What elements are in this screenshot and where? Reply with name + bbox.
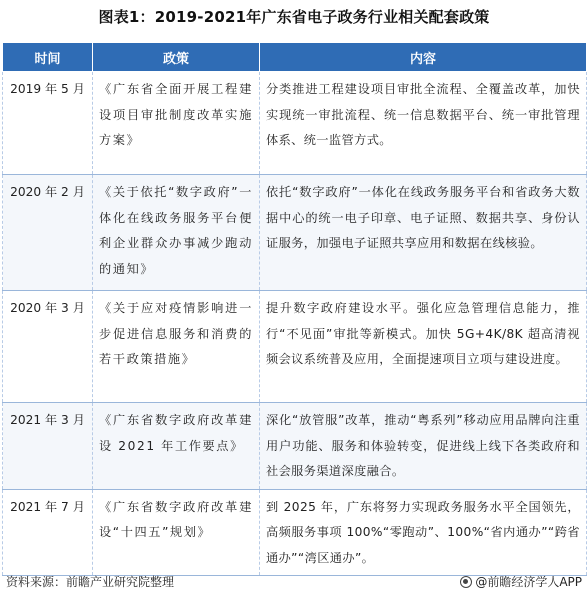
table-row (3, 72, 587, 175)
cell-policy: 《关于依托“数字政府”一体化在线政务服务平台便利企业群众办事减少跑动的通知》 (93, 175, 260, 291)
chart-title: 图表1：2019-2021年广东省电子政务行业相关配套政策 (98, 8, 490, 26)
header-content: 内容 (260, 43, 587, 72)
qianzhan-logo-icon (460, 576, 472, 588)
brand-credit (460, 573, 582, 590)
table-row (3, 489, 587, 576)
table-row (3, 403, 587, 490)
policy-table (2, 42, 587, 576)
cell-policy: 《关于应对疫情影响进一步促进信息服务和消费的若干政策措施》 (93, 291, 260, 403)
cell-time: 2021 年 7 月 (3, 489, 93, 576)
header-policy: 政策 (93, 43, 260, 72)
cell-time: 2020 年 3 月 (3, 291, 93, 403)
cell-policy: 《广东省数字政府改革建设 2021 年工作要点》 (93, 403, 260, 490)
cell-policy: 《广东省全面开展工程建设项目审批制度改革实施方案》 (93, 72, 260, 175)
header-time: 时间 (3, 43, 93, 72)
cell-content: 依托“数字政府”一体化在线政务服务平台和省政务大数据中心的统一电子印章、电子证照、数据共享、身份认证服务，加强电子证照共享应用和数据在线核验。 (260, 175, 587, 291)
cell-content: 深化“放管服”改革，推动“粤系列”移动应用品牌向注重用户功能、服务和体验转变，促进线上线下各类政府和社会服务渠道深度融合。 (260, 403, 587, 490)
cell-content: 到 2025 年，广东将努力实现政务服务水平全国领先，高频服务事项 100%“零跑动”、100%“省内通办”“跨省通办”“湾区通办”。 (260, 489, 587, 576)
source-note: 资料来源：前瞻产业研究院整理 (6, 575, 175, 589)
cell-content: 分类推进工程建设项目审批全流程、全覆盖改革，加快实现统一审批流程、统一信息数据平台、统一审批管理体系、统一监管方式。 (260, 72, 587, 175)
table-row (3, 175, 587, 291)
cell-time: 2021 年 3 月 (3, 403, 93, 490)
table-row (3, 291, 587, 403)
brand-text: @前瞻经济学人APP (475, 575, 582, 589)
cell-time: 2020 年 2 月 (3, 175, 93, 291)
cell-content: 提升数字政府建设水平。强化应急管理信息能力，推行“不见面”审批等新模式。加快 5G+4K/8K 超高清视频会议系统普及应用，全面提速项目立项与建设进度。 (260, 291, 587, 403)
cell-policy: 《广东省数字政府改革建设“十四五”规划》 (93, 489, 260, 576)
table-header-row (3, 43, 587, 72)
cell-time: 2019 年 5 月 (3, 72, 93, 175)
